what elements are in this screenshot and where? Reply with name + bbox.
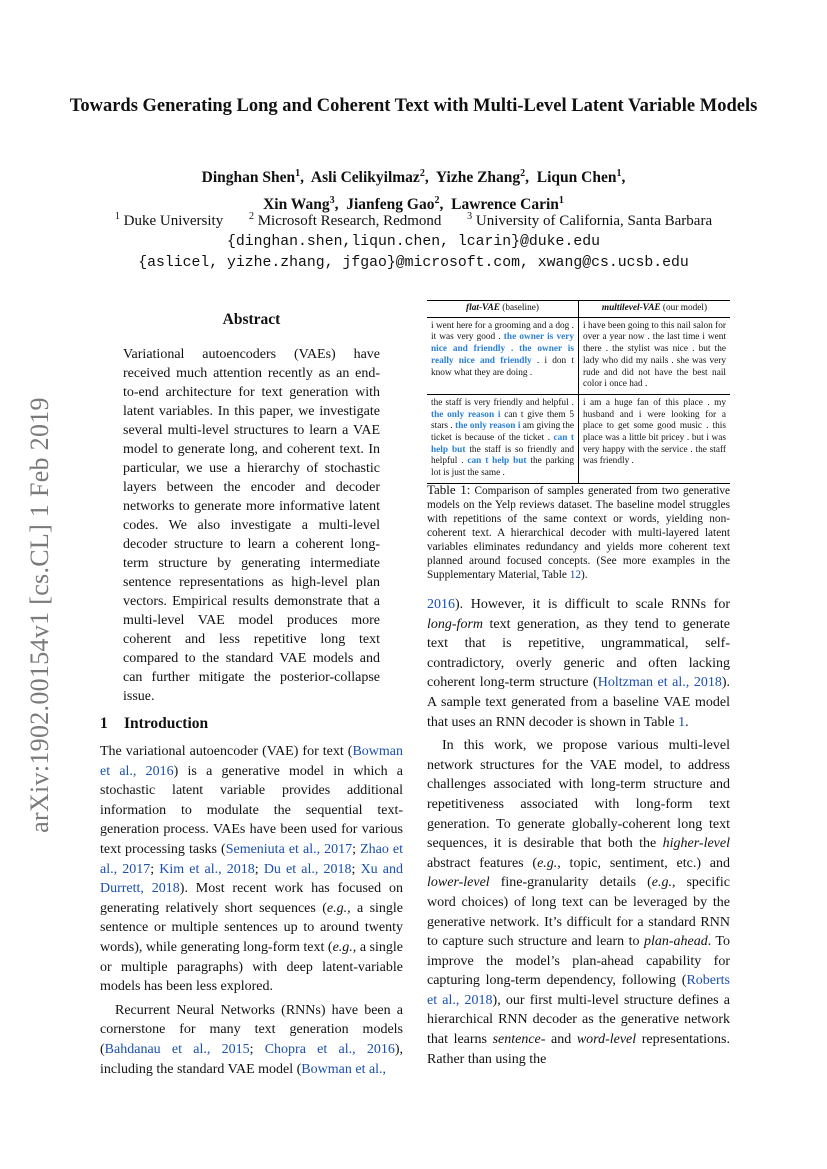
- author-affiliation-mark: 3: [329, 195, 335, 207]
- affiliation-name: Duke University: [123, 213, 224, 229]
- text-run: ;: [351, 861, 361, 877]
- text-run: . i don t know what they are doing .: [431, 355, 574, 378]
- text-run: representations. Rather than using the: [427, 1032, 730, 1067]
- author-affiliation-mark: 2: [419, 168, 425, 179]
- affiliation-number: 3: [467, 211, 473, 222]
- text-run: i went here for a grooming and a dog . it was very good .: [431, 320, 574, 343]
- text-run: ;: [150, 861, 160, 877]
- table-row: [427, 394, 730, 482]
- text-run: text generation, as they tend to generate text that is repetitive, ungrammatical, self-contradictory, overly generic and often lacking coherent long-term structure (: [427, 616, 730, 691]
- emphasis-text: plan-ahead: [643, 934, 708, 950]
- text-run: .: [685, 714, 689, 730]
- paragraph: [100, 742, 403, 997]
- author-name: Asli Celikyilmaz: [310, 169, 420, 187]
- text-run: ), our first multi-level structure defines a hierarchical RNN decoder as the generative network that learns: [427, 992, 730, 1048]
- citation-link[interactable]: Kim et al., 2018: [159, 861, 255, 877]
- author-name: Yizhe Zhang: [435, 169, 521, 187]
- table-cell: [579, 394, 731, 482]
- emphasis-text: word-level: [576, 1032, 637, 1048]
- citation-link[interactable]: 12: [569, 569, 581, 581]
- arxiv-watermark: arXiv:1902.00154v1 [cs.CL] 1 Feb 2019: [25, 397, 54, 833]
- text-run: a single sentence or multiple sentences up to around twenty words), while generating long-form text (: [100, 900, 404, 955]
- text-run: the staff is so friendly and helpful .: [431, 444, 574, 467]
- sample-comparison-table: [427, 300, 730, 484]
- highlighted-repetition: the only reason i: [431, 409, 501, 420]
- section-title: Introduction: [124, 715, 209, 732]
- table-row: [427, 317, 730, 394]
- text-run: ). Most recent work has focused on generating relatively short sequences (: [100, 881, 403, 916]
- author-name: Jianfeng Gao: [346, 196, 435, 214]
- text-run: and: [545, 1032, 577, 1048]
- paragraph: [427, 736, 730, 1069]
- author-name: Lawrence Carin: [451, 196, 559, 214]
- right-column-body: [427, 595, 730, 1069]
- citation-link[interactable]: Bowman et al., 2016: [100, 744, 403, 779]
- emphasis-text: lower-level: [427, 875, 490, 891]
- citation-link[interactable]: Xu and Durrett, 2018: [100, 861, 404, 897]
- emphasis-text: e.g.: [651, 875, 672, 891]
- affiliation-number: 2: [248, 211, 254, 222]
- caption-label: Table 1:: [427, 482, 471, 497]
- text-run: fine-granularity details (: [489, 875, 652, 891]
- author-affiliation-mark: 1: [558, 195, 564, 207]
- citation-link[interactable]: Semeniuta et al., 2017: [225, 841, 353, 857]
- citation-link[interactable]: Zhao et al., 2017: [100, 841, 404, 877]
- text-run: ;: [352, 841, 361, 857]
- citation-link[interactable]: Roberts et al., 2018: [427, 973, 730, 1008]
- author-emails: [0, 232, 827, 274]
- author-affiliation-mark: 1: [295, 168, 301, 179]
- emphasis-text: long-form: [427, 616, 483, 632]
- table-header-baseline: flat-VAE (baseline): [427, 301, 579, 317]
- paragraph: [427, 595, 730, 732]
- table-caption: [427, 483, 730, 582]
- emphasis-text: sentence-: [492, 1032, 546, 1048]
- text-run: In this work, we propose various multi-level network structures for the VAE model, to address challenges associated with long-term structure and repetitiveness associated with long-form text generation. To generate globally-coherent long text sequences, it is desirable that both the: [427, 738, 730, 852]
- table-cell: [427, 394, 579, 482]
- section-number: 1: [100, 715, 108, 732]
- abstract-heading: Abstract: [222, 311, 281, 328]
- text-run: am giving the ticket is because of the ticket .: [431, 421, 575, 444]
- text-run: ;: [254, 861, 264, 877]
- text-run: the parking lot is just the same .: [431, 456, 574, 479]
- text-run: The variational autoencoder (VAE) for text (: [100, 744, 353, 759]
- highlighted-repetition: can t help but: [431, 433, 574, 455]
- text-run: abstract features (: [427, 855, 538, 871]
- citation-link[interactable]: Bahdanau et al., 2015: [104, 1041, 250, 1057]
- highlighted-repetition: can t help but: [467, 456, 527, 467]
- text-run: , topic, sentiment, etc.) and: [557, 855, 731, 871]
- text-run: i have been going to this nail salon for over a year now . the last time i went there . the stylist was nice . but the lady who did my nails . she was very rude and did not have the best nail color i once had .: [583, 320, 726, 390]
- citation-link[interactable]: 2016: [427, 597, 455, 612]
- author-name: Xin Wang: [263, 196, 330, 214]
- text-run: ;: [249, 1041, 265, 1057]
- text-run: Comparison of samples generated from two generative models on the Yelp reviews dataset. The baseline model struggles with repetitions of the same context or words, yielding non-coherent text. A hierarchical decoder with multi-layered latent variables eliminates redundancy and yields more coherent text planned around focused concepts. (See more examples in the Supplementary Material, Table: [427, 485, 731, 581]
- author-affiliation-mark: 2: [434, 195, 440, 207]
- author-name: Dinghan Shen: [201, 169, 296, 187]
- paper-title: Towards Generating Long and Coherent Text with Multi-Level Latent Variable Models: [69, 96, 758, 116]
- left-column-body: [100, 742, 403, 1079]
- citation-link[interactable]: Bowman et al.,: [301, 1061, 387, 1077]
- email-line: {dinghan.shen,liqun.chen, lcarin}@duke.edu: [227, 234, 600, 250]
- email-line: {aslicel, yizhe.zhang, jfgao}@microsoft.com, xwang@cs.ucsb.edu: [138, 255, 689, 271]
- citation-link[interactable]: Holtzman et al., 2018: [597, 675, 722, 691]
- abstract-body: Variational autoencoders (VAEs) have received much attention recently as an end-to-end architecture for text generation with latent variables. In this paper, we investigate several multi-level structures to learn a VAE model to generate long, and coherent text. In particular, we use a hierarchy of stochastic layers between the encoder and decoder networks to generate more informative latent codes. We also investigate a multi-level decoder structure to learn a coherent long-term structure by generating intermediate sentence representations as high-level plan vectors. Empirical results demonstrate that a multi-level VAE model produces more coherent and less repetitive long text compared to the standard VAE models and can further mitigate the posterior-collapse issue.: [123, 347, 380, 704]
- affiliation-name: Microsoft Research, Redmond: [257, 213, 442, 229]
- section-heading: [100, 715, 208, 733]
- author-name: Liqun Chen: [536, 169, 617, 187]
- paragraph: [100, 1001, 403, 1079]
- citation-link[interactable]: 1: [678, 714, 686, 730]
- affiliation-name: University of California, Santa Barbara: [475, 213, 713, 229]
- emphasis-text: e.g.: [537, 855, 558, 871]
- author-line-2: Xin Wang$^3$, Jianfeng Gao$^2$, Lawrence Carin$^1$: [263, 195, 564, 214]
- table-cell: [427, 317, 579, 394]
- affiliation-number: 1: [114, 211, 120, 222]
- author-line-1: Dinghan Shen$^1$, Asli Celikyilmaz$^2$, Yizhe Zhang$^2$, Liqun Chen$^1$,: [201, 168, 626, 187]
- text-run: ). However, it is difficult to scale RNNs for: [455, 597, 730, 612]
- highlighted-repetition: the only reason i: [455, 421, 521, 432]
- text-run: ).: [580, 569, 588, 581]
- citation-link[interactable]: Du et al., 2018: [263, 861, 352, 877]
- text-run: . To improve the model’s plan-ahead capability for capturing long-term dependency, following (: [427, 934, 730, 989]
- citation-link[interactable]: Chopra et al., 2016: [264, 1041, 395, 1057]
- text-run: Recurrent Neural Networks (RNNs) have been a cornerstone for many text generation models (: [100, 1002, 403, 1057]
- emphasis-text: e.g.,: [326, 900, 351, 916]
- text-run: , specific word choices) of long text can be leveraged by the generative network. It’s difficult for a standard RNN to capture such structure and learn to: [427, 875, 730, 950]
- highlighted-repetition: the owner is very nice and friendly . the owner is really nice and friendly: [431, 332, 574, 366]
- emphasis-text: higher-level: [662, 836, 730, 852]
- text-run: the staff is very friendly and helpful .: [431, 397, 574, 408]
- author-affiliation-mark: 1: [616, 168, 622, 179]
- caption-text: [427, 485, 730, 581]
- text-run: ), including the standard VAE model (: [100, 1041, 404, 1077]
- text-run: a single or multiple paragraphs) with deep latent-variable models has been less explored.: [100, 939, 404, 995]
- text-run: ). A sample text generated from a baseline VAE model that uses an RNN decoder is shown in Table: [427, 675, 731, 730]
- text-run: can t give them 5 stars .: [431, 409, 575, 432]
- table-header-ours: multilevel-VAE (our model): [579, 301, 731, 317]
- affiliations: [0, 207, 827, 231]
- emphasis-text: e.g.,: [332, 939, 357, 955]
- table-cell: [579, 317, 731, 394]
- text-run: i am a huge fan of this place . my husband and i were looking for a place to get some good music . this place was a little bit pricey . but i was very happy with the service . the staff was friendly .: [583, 397, 726, 467]
- text-run: ) is a generative model in which a stochastic latent variable provides additional information to modulate the sequential text-generation process. VAEs have been used for various text processing tasks (: [100, 763, 403, 857]
- author-affiliation-mark: 2: [520, 168, 526, 179]
